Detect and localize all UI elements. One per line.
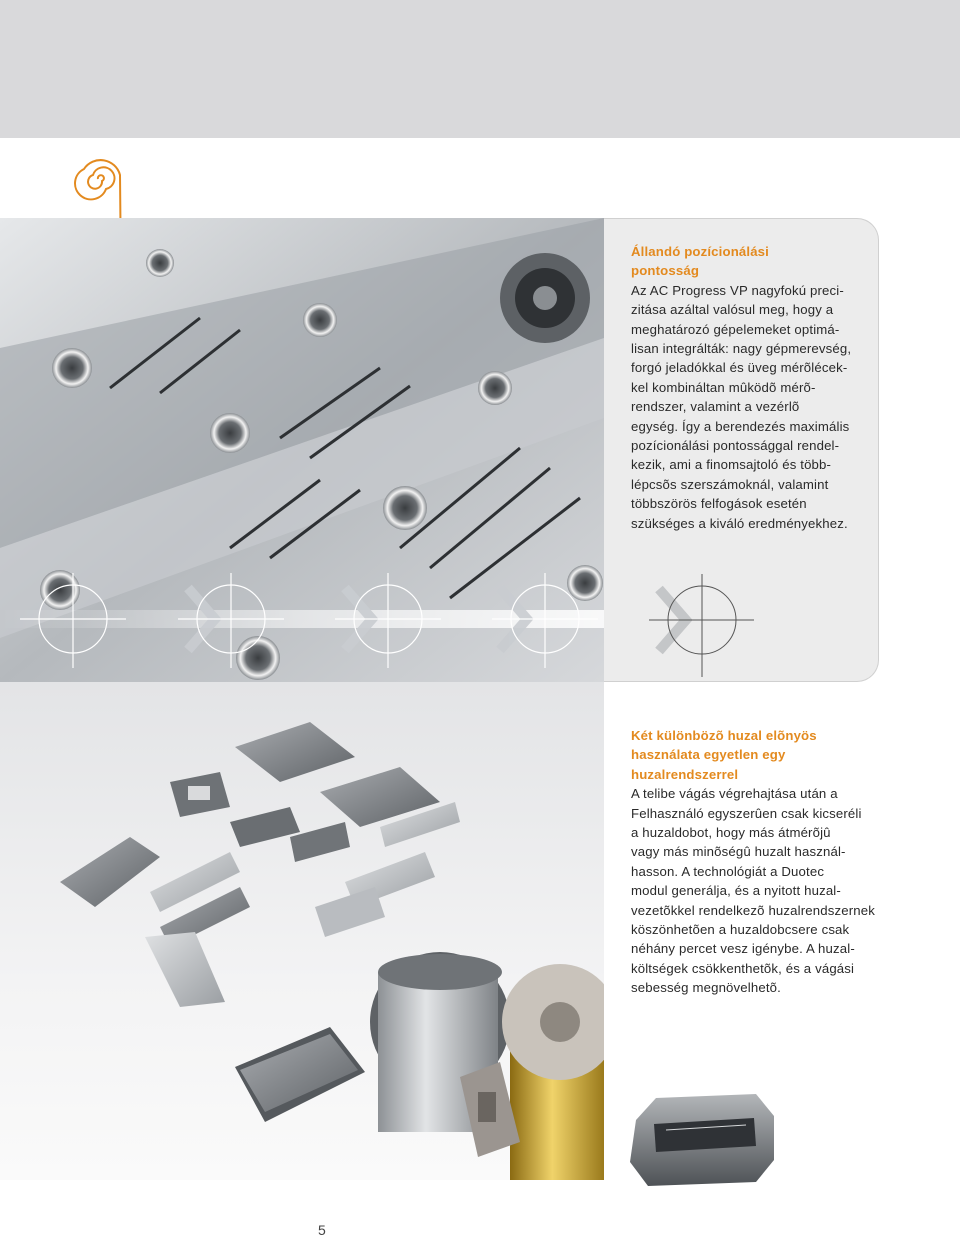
section2-heading bbox=[631, 726, 931, 784]
wire-guides-photo bbox=[0, 682, 604, 1180]
section2-body bbox=[631, 784, 931, 997]
body-line: költségek csökkenthetõk, és a vágási bbox=[631, 960, 855, 976]
body-line: forgó jeladókkal és üveg mérõlécek- bbox=[631, 360, 848, 376]
section1-heading bbox=[631, 242, 871, 281]
body-line: sebesség megnövelhetõ. bbox=[631, 980, 781, 996]
heading-line: Két különbözõ huzal elõnyös bbox=[631, 728, 817, 743]
body-line: zitása azáltal valósul meg, hogy a bbox=[631, 302, 834, 318]
body-line: kezik, ami a finomsajtoló és több- bbox=[631, 457, 832, 473]
wire-system-text bbox=[631, 726, 931, 998]
body-line: lisan integrálták: nagy gépmerevség, bbox=[631, 341, 852, 357]
body-line: hasson. A technológiát a Duotec bbox=[631, 863, 825, 879]
body-line: egység. Így a berendezés maximális bbox=[631, 418, 850, 434]
body-line: meghatározó gépelemeket optimá- bbox=[631, 321, 840, 337]
body-line: modul generálja, és a nyitott huzal- bbox=[631, 883, 841, 899]
precision-plate-photo bbox=[0, 218, 604, 682]
body-line: Az AC Progress VP nagyfokú preci- bbox=[631, 282, 844, 298]
heading-line: Állandó pozícionálási bbox=[631, 244, 769, 259]
body-line: szükséges a kiváló eredményekhez. bbox=[631, 515, 848, 531]
positioning-accuracy-text bbox=[631, 242, 871, 533]
body-line: A telibe vágás végrehajtása után a bbox=[631, 786, 838, 802]
body-line: lépcsõs szerszámoknál, valamint bbox=[631, 476, 829, 492]
body-line: kel kombináltan mûködõ mérõ- bbox=[631, 379, 816, 395]
heading-line: pontosság bbox=[631, 263, 700, 279]
body-line: a huzaldobot, hogy más átmérõjû bbox=[631, 825, 831, 841]
body-line: rendszer, valamint a vezérlõ bbox=[631, 399, 800, 415]
body-line: néhány percet vesz igénybe. A huzal- bbox=[631, 941, 855, 957]
body-line: Felhasználó egyszerûen csak kicseréli bbox=[631, 805, 862, 821]
body-line: vagy más minõségû huzalt használ- bbox=[631, 844, 846, 860]
page-number: 5 bbox=[318, 1222, 326, 1238]
heading-line: használata egyetlen egy bbox=[631, 747, 786, 763]
body-line: köszönhetõen a huzaldobcsere csak bbox=[631, 922, 850, 938]
section1-body bbox=[631, 281, 871, 533]
body-line: pozícionálási pontossággal rendel- bbox=[631, 438, 840, 454]
top-band bbox=[0, 0, 960, 138]
heading-line: huzalrendszerrel bbox=[631, 766, 739, 782]
body-line: vezetõkkel rendelkezõ huzalrendszernek bbox=[631, 902, 875, 918]
body-line: többszörös felfogások esetén bbox=[631, 496, 807, 512]
wire-guide-closeup-image bbox=[626, 1090, 778, 1188]
